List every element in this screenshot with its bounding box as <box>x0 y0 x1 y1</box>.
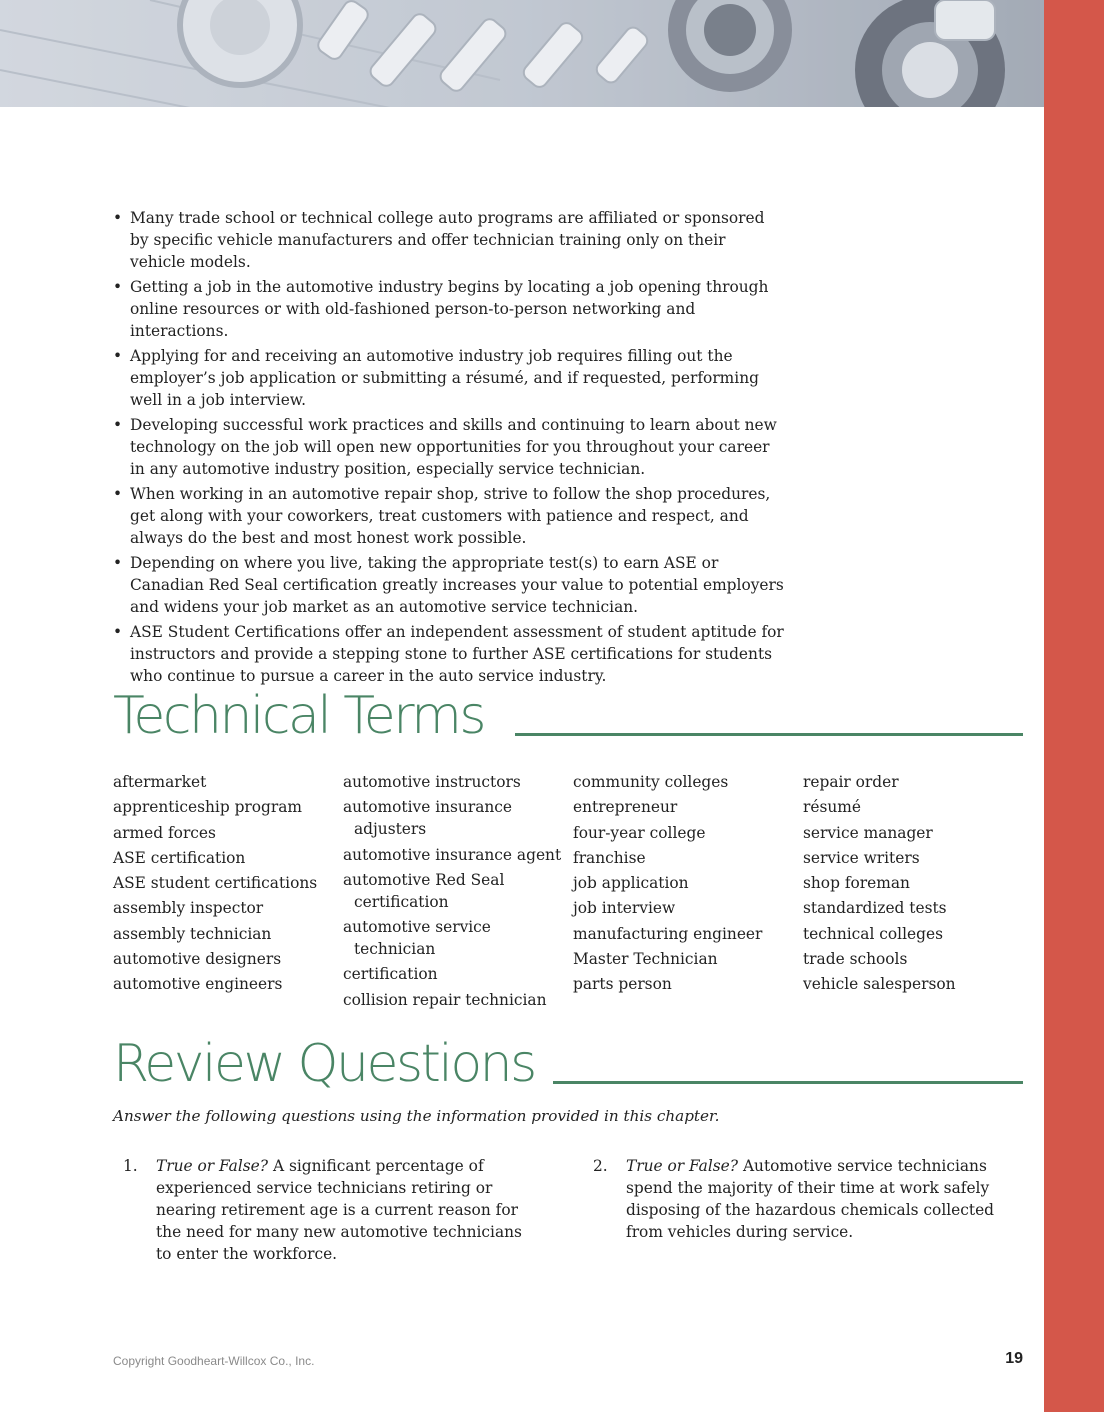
section-title: Review Questions <box>113 1034 535 1094</box>
term: collision repair technician <box>343 990 547 1009</box>
summary-bullet-list <box>113 207 785 690</box>
term: Master Technician <box>573 950 718 969</box>
summary-bullet: • Many trade school or technical college auto programs are affiliated or sponsored by specific vehicle manufacturers and offer technician training only on their vehicle models. <box>113 209 765 271</box>
term: ASE certification <box>113 848 246 867</box>
term: automotive service technician <box>343 918 491 959</box>
term: trade schools <box>803 950 908 969</box>
term: job interview <box>573 899 676 918</box>
term: standardized tests <box>803 899 947 918</box>
term: four-year college <box>573 823 706 842</box>
term: automotive instructors <box>343 773 521 791</box>
question-number: 1. <box>123 1157 138 1175</box>
question-body <box>626 1155 1013 1243</box>
question-text: A significant percentage of experienced service technicians retiring or nearing retirement age is a current reason for the need for many new automotive technicians to enter the workforce. <box>156 1157 522 1263</box>
term: service writers <box>803 848 920 867</box>
bullet-icon: • <box>113 485 123 503</box>
heading-rule <box>553 1081 1023 1084</box>
term: parts person <box>573 975 672 994</box>
technical-terms-header <box>113 682 1023 746</box>
summary-bullet: • Depending on where you live, taking the appropriate test(s) to earn ASE or Canadian Red Seal certification greatly increases your value to potential employers and widens your job market as an automotive service technician. <box>113 554 784 616</box>
term: service manager <box>803 823 933 842</box>
term: repair order <box>803 773 899 791</box>
bullet-icon: • <box>113 416 123 434</box>
review-question-2 <box>593 1155 1013 1243</box>
term: vehicle salesperson <box>803 975 956 994</box>
page-number: 19 <box>1005 1350 1023 1367</box>
bullet-icon: • <box>113 278 123 296</box>
term: automotive engineers <box>113 975 283 994</box>
bullet-icon: • <box>113 623 123 641</box>
term: job application <box>573 874 689 893</box>
question-text: Automotive service technicians spend the majority of their time at work safely disposing of the hazardous chemicals collected from vehicles during service. <box>626 1157 995 1241</box>
term: franchise <box>573 848 646 867</box>
bullet-icon: • <box>113 209 123 227</box>
terms-column-1 <box>113 771 338 999</box>
term: certification <box>343 965 438 984</box>
terms-column-3 <box>573 771 798 999</box>
term: automotive Red Seal certification <box>343 870 505 911</box>
question-prefix: True or False? <box>156 1157 269 1175</box>
summary-bullet: • ASE Student Certifications offer an independent assessment of student aptitude for instructors and provide a stepping stone to further ASE certifications for students who continue to pursue a career in the auto service industry. <box>113 623 784 685</box>
copyright-notice: Copyright Goodheart-Willcox Co., Inc. <box>113 1354 315 1368</box>
review-question-1 <box>123 1155 523 1265</box>
banner-image <box>0 0 1044 107</box>
summary-bullet: • Developing successful work practices and skills and continuing to learn about new technology on the job will open new opportunities for you throughout your career in any automotive industry position, especially service technician. <box>113 416 777 478</box>
review-questions-header <box>113 1030 1023 1094</box>
term: résumé <box>803 798 861 817</box>
term: shop foreman <box>803 874 910 893</box>
term: apprenticeship program <box>113 798 303 817</box>
question-number: 2. <box>593 1157 608 1175</box>
term: technical colleges <box>803 924 943 943</box>
summary-bullet: • Applying for and receiving an automotive industry job requires filling out the employer’s job application or submitting a résumé, and if requested, performing well in a job interview. <box>113 347 759 409</box>
bullet-icon: • <box>113 347 123 365</box>
term: assembly inspector <box>113 899 264 918</box>
term: entrepreneur <box>573 798 678 817</box>
bullet-icon: • <box>113 554 123 572</box>
term: automotive insurance adjusters <box>343 798 513 839</box>
chapter-side-tab <box>1044 0 1104 1412</box>
term: community colleges <box>573 773 729 791</box>
question-prefix: True or False? <box>626 1157 739 1175</box>
heading-rule <box>515 733 1023 736</box>
term: assembly technician <box>113 924 272 943</box>
question-body <box>156 1155 523 1265</box>
terms-column-2 <box>343 771 568 1014</box>
term: manufacturing engineer <box>573 924 763 943</box>
term: ASE student certifications <box>113 874 318 893</box>
section-title: Technical Terms <box>113 686 484 746</box>
term: automotive designers <box>113 950 282 969</box>
review-instructions: Answer the following questions using the information provided in this chapter. <box>113 1107 720 1125</box>
summary-bullet: • When working in an automotive repair shop, strive to follow the shop procedures, get along with your coworkers, treat customers with patience and respect, and always do the best and most honest work possible. <box>113 485 771 547</box>
term: armed forces <box>113 823 216 842</box>
terms-column-4 <box>803 771 1028 999</box>
term: automotive insurance agent <box>343 845 562 864</box>
summary-bullet: • Getting a job in the automotive industry begins by locating a job opening through online resources or with old-fashioned person-to-person networking and interactions. <box>113 278 769 340</box>
term: aftermarket <box>113 773 207 791</box>
